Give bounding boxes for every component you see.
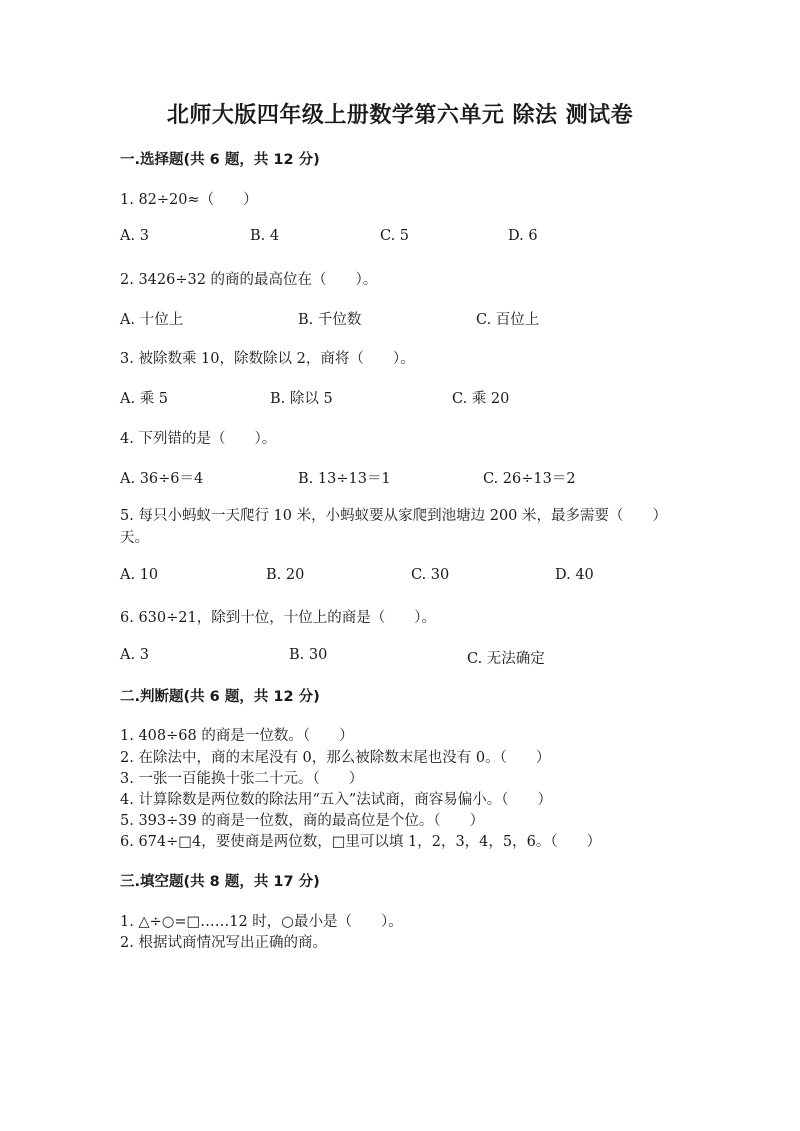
question-3: 3. 被除数乘 10，除数除以 2，商将（ ）。 bbox=[120, 351, 415, 367]
section-heading-judge: 二.判断题(共 6 题，共 12 分) bbox=[120, 689, 320, 705]
q5-option-c: C. 30 bbox=[411, 567, 450, 583]
fill-item-1: 1. △÷○=□……12 时，○最小是（ ）。 bbox=[120, 914, 403, 930]
question-5: 5. 每只小蚂蚁一天爬行 10 米，小蚂蚁要从家爬到池塘边 200 米，最多需要（ ）天。 bbox=[120, 508, 660, 546]
section-heading-fill: 三.填空题(共 8 题，共 17 分) bbox=[120, 874, 320, 890]
section-heading-choice: 一.选择题(共 6 题，共 12 分) bbox=[120, 152, 320, 168]
fill-item-2: 2. 根据试商情况写出正确的商。 bbox=[120, 935, 327, 951]
q2-option-c: C. 百位上 bbox=[476, 312, 540, 328]
judge-item-1: 1. 408÷68 的商是一位数。（ ） bbox=[120, 728, 354, 744]
q5-option-b: B. 20 bbox=[266, 567, 305, 583]
judge-item-2: 2. 在除法中，商的末尾没有 0，那么被除数末尾也没有 0。（ ） bbox=[120, 750, 551, 766]
q1-option-b: B. 4 bbox=[250, 228, 280, 244]
judge-item-6: 6. 674÷□4，要使商是两位数，□里可以填 1，2，3，4，5，6。（ ） bbox=[120, 834, 602, 850]
q1-option-c: C. 5 bbox=[380, 228, 410, 244]
q4-option-a: A. 36÷6＝4 bbox=[120, 471, 204, 487]
q6-option-c: C. 无法确定 bbox=[467, 651, 545, 667]
q1-option-a: A. 3 bbox=[120, 228, 149, 244]
question-4: 4. 下列错的是（ ）。 bbox=[120, 431, 277, 447]
q4-option-c: C. 26÷13＝2 bbox=[483, 471, 576, 487]
question-1: 1. 82÷20≈（ ） bbox=[120, 192, 258, 208]
question-6: 6. 630÷21，除到十位，十位上的商是（ ）。 bbox=[120, 610, 436, 626]
page-title: 北师大版四年级上册数学第六单元 除法 测试卷 bbox=[166, 103, 634, 128]
q3-option-a: A. 乘 5 bbox=[120, 391, 169, 407]
q3-option-b: B. 除以 5 bbox=[270, 391, 333, 407]
q2-option-b: B. 千位数 bbox=[298, 312, 362, 328]
q3-option-c: C. 乘 20 bbox=[452, 391, 510, 407]
judge-item-5: 5. 393÷39 的商是一位数，商的最高位是个位。（ ） bbox=[120, 813, 485, 829]
q4-option-b: B. 13÷13＝1 bbox=[298, 471, 391, 487]
question-2: 2. 3426÷32 的商的最高位在（ ）。 bbox=[120, 272, 378, 288]
q5-option-a: A. 10 bbox=[120, 567, 159, 583]
q5-option-d: D. 40 bbox=[555, 567, 594, 583]
q6-option-a: A. 3 bbox=[120, 647, 149, 663]
judge-item-4: 4. 计算除数是两位数的除法用“五入”法试商，商容易偏小。（ ） bbox=[120, 792, 553, 808]
q6-option-b: B. 30 bbox=[289, 647, 328, 663]
q1-option-d: D. 6 bbox=[508, 228, 538, 244]
judge-item-3: 3. 一张一百能换十张二十元。（ ） bbox=[120, 771, 364, 787]
q2-option-a: A. 十位上 bbox=[120, 312, 184, 328]
